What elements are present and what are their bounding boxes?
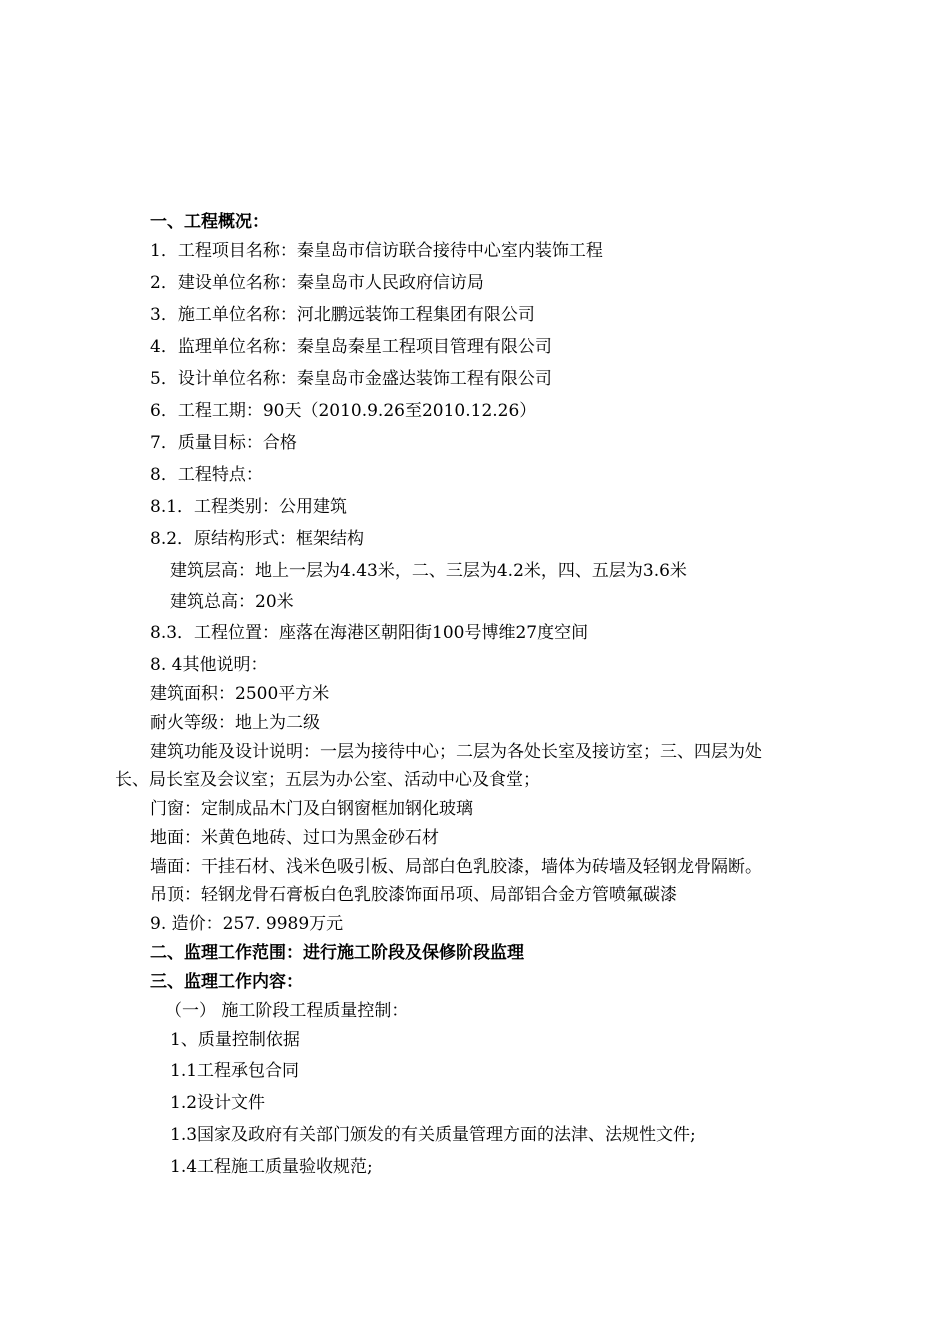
building-area-line: 建筑面积：2500平方米 — [150, 684, 330, 704]
structure-type-line: 8.2．原结构形式：框架结构 — [150, 529, 365, 549]
project-features-line: 8．工程特点： — [150, 465, 263, 485]
function-line-2: 长、局长室及会议室；五层为办公室、活动中心及食堂； — [115, 770, 540, 790]
floor-height-line: 建筑层高：地上一层为4.43米，二、三层为4.2米，四、五层为3.6米 — [170, 561, 687, 581]
duration-line: 6．工程工期：90天（2010.9.26至2010.12.26） — [150, 401, 537, 421]
function-line-1: 建筑功能及设计说明：一层为接待中心；二层为各处长室及接访室；三、四层为处 — [150, 742, 762, 762]
project-name-line: 1．工程项目名称：秦皇岛市信访联合接待中心室内装饰工程 — [150, 241, 603, 261]
design-unit-line: 5．设计单位名称：秦皇岛市金盛达装饰工程有限公司 — [150, 369, 552, 389]
basis-contract-line: 1.1工程承包合同 — [170, 1061, 300, 1081]
basis-design-line: 1.2设计文件 — [170, 1093, 266, 1113]
project-category-line: 8.1．工程类别：公用建筑 — [150, 497, 348, 517]
owner-unit-line: 2．建设单位名称：秦皇岛市人民政府信访局 — [150, 273, 484, 293]
basis-laws-line: 1.3国家及政府有关部门颁发的有关质量管理方面的法津、法规性文件; — [170, 1125, 696, 1145]
basis-standards-line: 1.4工程施工质量验收规范; — [170, 1157, 373, 1177]
section-heading-scope: 二、监理工作范围：进行施工阶段及保修阶段监理 — [150, 943, 524, 963]
fire-rating-line: 耐火等级：地上为二级 — [150, 713, 320, 733]
cost-line: 9. 造价：257. 9989万元 — [150, 914, 344, 934]
section-heading-overview: 一、工程概况： — [150, 212, 269, 232]
section-heading-content: 三、监理工作内容： — [150, 972, 303, 992]
doors-windows-line: 门窗：定制成品木门及白钢窗框加钢化玻璃 — [150, 799, 473, 819]
wall-finish-line: 墙面：干挂石材、浅米色吸引板、局部白色乳胶漆，墙体为砖墙及轻钢龙骨隔断。 — [150, 857, 762, 877]
quality-basis-line: 1、质量控制依据 — [170, 1030, 300, 1050]
ceiling-finish-line: 吊顶：轻钢龙骨石膏板白色乳胶漆饰面吊项、局部铝合金方管喷氟碳漆 — [150, 885, 677, 905]
supervision-unit-line: 4．监理单位名称：秦皇岛秦星工程项目管理有限公司 — [150, 337, 552, 357]
project-location-line: 8.3．工程位置：座落在海港区朝阳街100号博维27度空间 — [150, 623, 589, 643]
quality-target-line: 7．质量目标：合格 — [150, 433, 297, 453]
construction-unit-line: 3．施工单位名称：河北鹏远装饰工程集团有限公司 — [150, 305, 535, 325]
total-height-line: 建筑总高：20米 — [170, 592, 294, 612]
other-notes-line: 8. 4其他说明： — [150, 655, 268, 675]
quality-control-subheading: （一） 施工阶段工程质量控制： — [165, 1001, 409, 1021]
floor-finish-line: 地面：米黄色地砖、过口为黑金砂石材 — [150, 828, 439, 848]
